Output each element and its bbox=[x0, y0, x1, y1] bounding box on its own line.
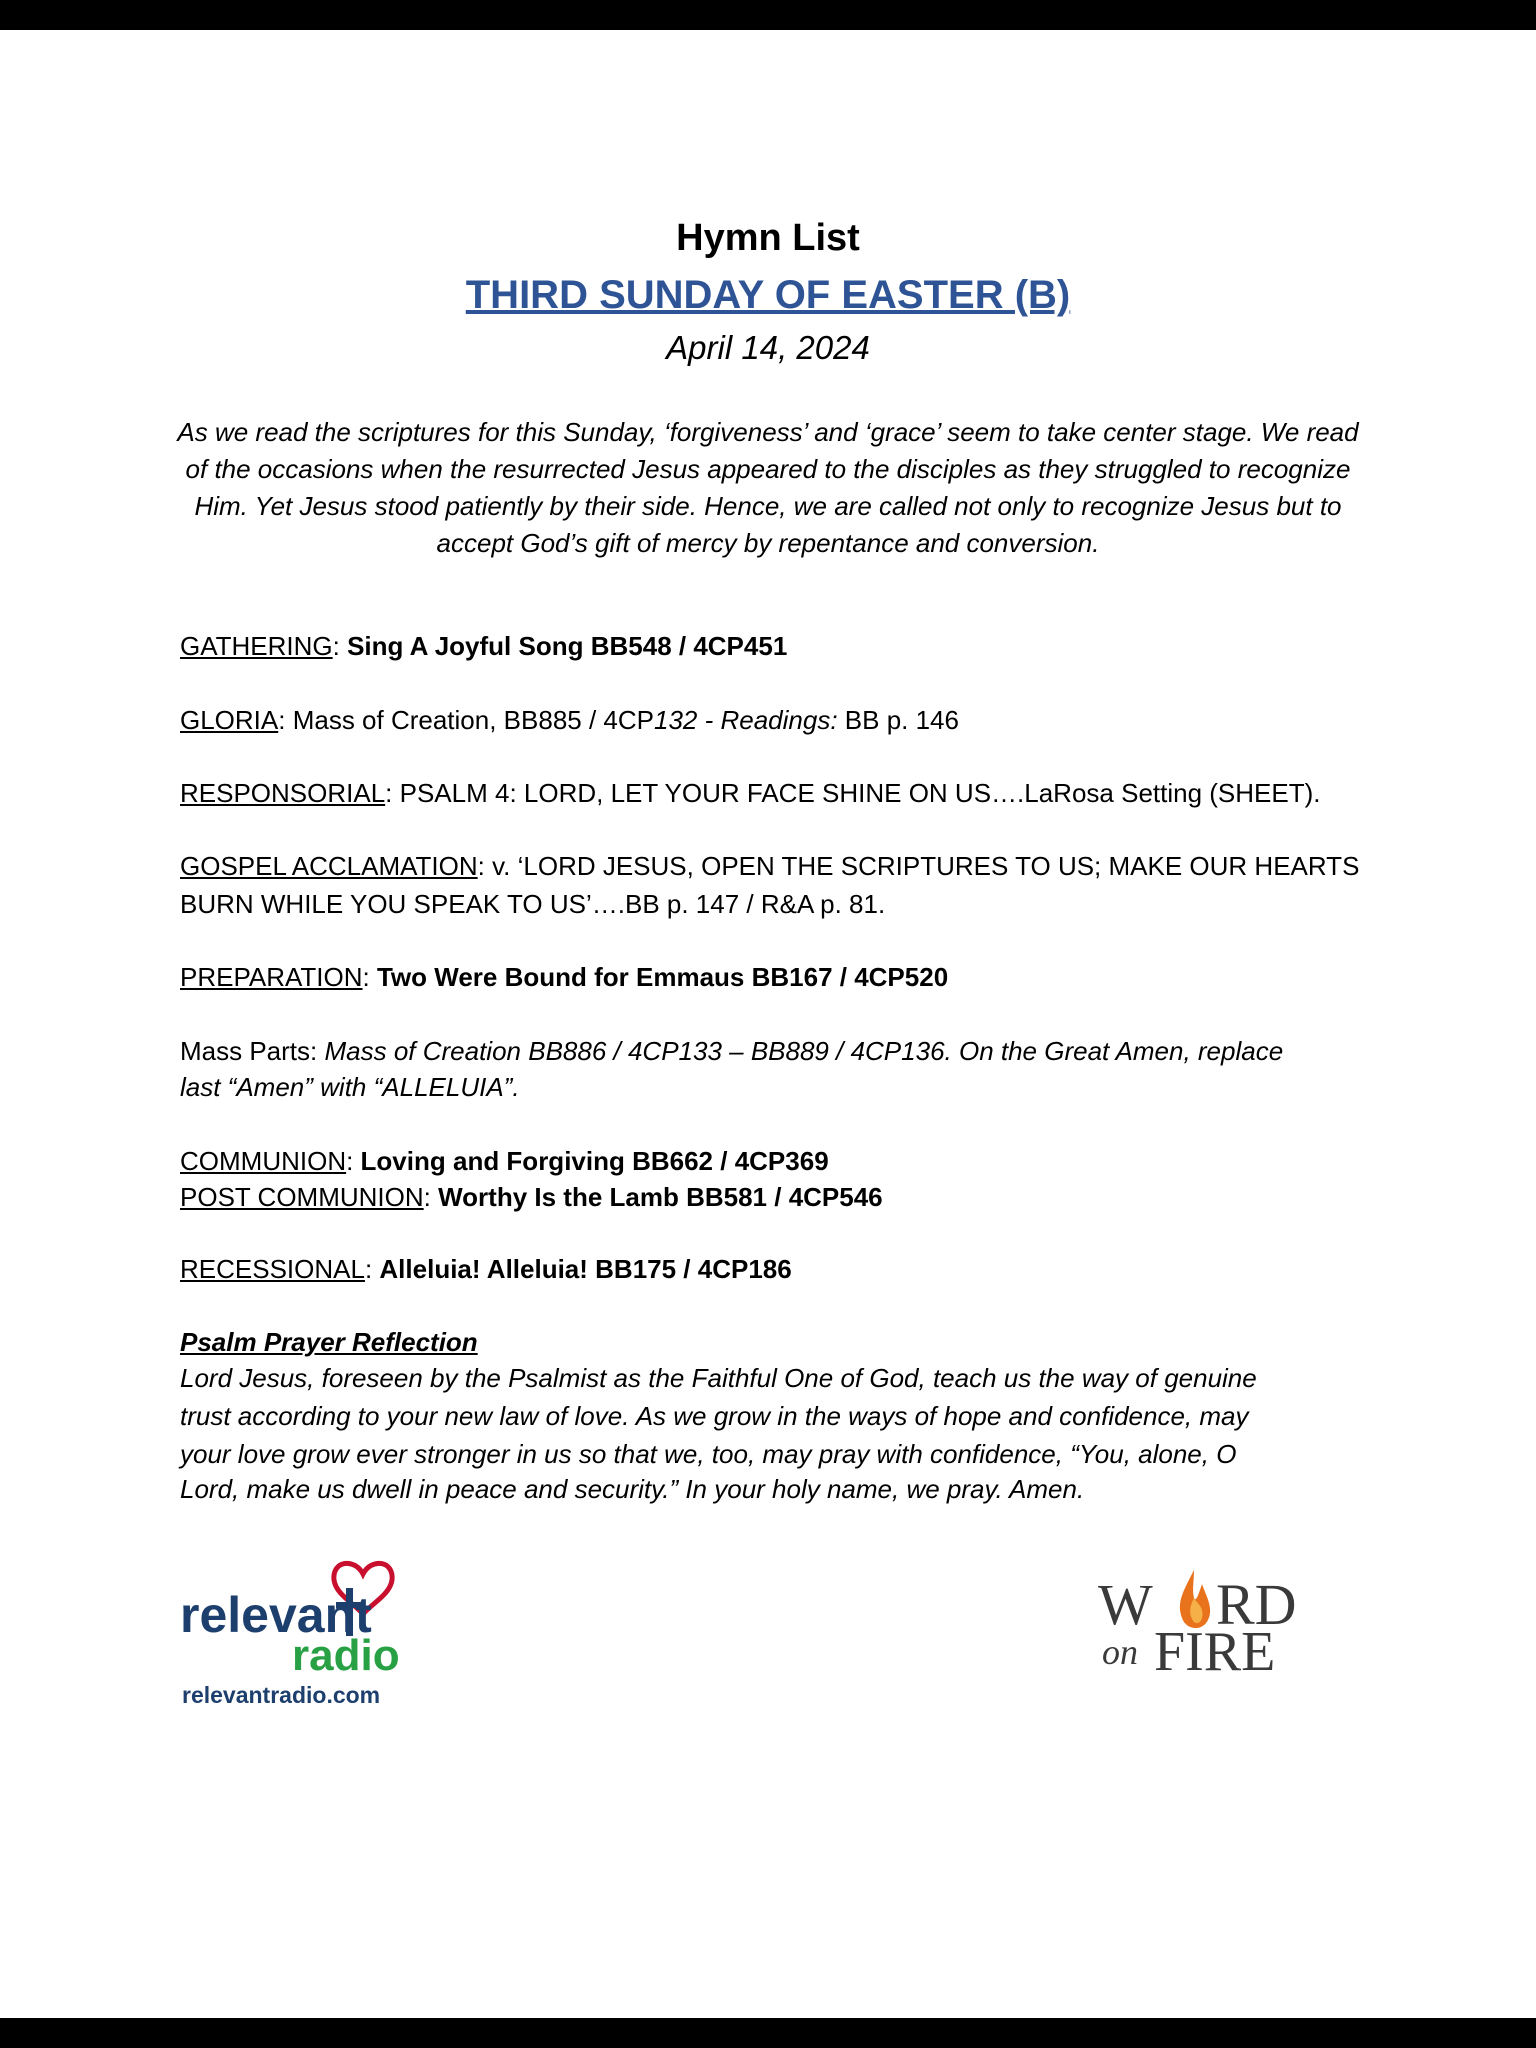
recessional-hymn: Alleluia! Alleluia! BB175 / 4CP186 bbox=[379, 1254, 792, 1284]
responsorial-label: RESPONSORIAL bbox=[180, 778, 386, 808]
wof-w: W bbox=[1098, 1572, 1153, 1637]
reflection-heading: Psalm Prayer Reflection bbox=[180, 1327, 478, 1357]
relevant-radio-logo-graphic bbox=[180, 1550, 440, 1710]
mass-parts-text-1: Mass of Creation BB886 / 4CP133 – BB889 / 4CP136. On the Great Amen, replace bbox=[324, 1036, 1284, 1066]
preparation-hymn: Two Were Bound for Emmaus BB167 / 4CP520 bbox=[376, 962, 949, 992]
gospel-text-1: : v. ‘LORD JESUS, OPEN THE SCRIPTURES TO US; MAKE OUR HEARTS bbox=[477, 851, 1360, 881]
preparation-label: PREPARATION bbox=[180, 962, 363, 992]
responsorial-line bbox=[180, 775, 1360, 812]
post-communion-line bbox=[180, 1179, 1360, 1216]
communion-hymn: Loving and Forgiving BB662 / 4CP369 bbox=[360, 1146, 829, 1176]
page-date: April 14, 2024 bbox=[666, 329, 870, 366]
mass-parts-line-2: last “Amen” with “ALLELUIA”. bbox=[180, 1072, 520, 1102]
page-subtitle: THIRD SUNDAY OF EASTER (B) bbox=[465, 273, 1071, 317]
radio-word: radio bbox=[292, 1631, 400, 1680]
gloria-text1: Mass of Creation, BB885 / 4CP bbox=[292, 705, 654, 735]
responsorial-text: : PSALM 4: LORD, LET YOUR FACE SHINE ON US….LaRosa Setting (SHEET). bbox=[385, 778, 1321, 808]
wof-rd: RD bbox=[1216, 1572, 1297, 1637]
post-communion-label: POST COMMUNION bbox=[180, 1182, 424, 1212]
wof-fire: FIRE bbox=[1154, 1621, 1276, 1683]
recessional-sep: : bbox=[364, 1254, 380, 1284]
gathering-hymn: Sing A Joyful Song BB548 / 4CP451 bbox=[347, 631, 788, 661]
relevant-url: relevantradio.com bbox=[182, 1682, 381, 1708]
wof-on: on bbox=[1102, 1632, 1138, 1672]
post-communion-hymn: Worthy Is the Lamb BB581 / 4CP546 bbox=[438, 1182, 883, 1212]
page-title: Hymn List bbox=[676, 217, 860, 259]
document-page bbox=[0, 30, 1536, 2018]
gospel-line-1 bbox=[180, 848, 1360, 885]
recessional-line bbox=[180, 1251, 1360, 1288]
relevant-word: relevant bbox=[180, 1587, 372, 1643]
reflection-line-2: trust according to your new law of love. As we grow in the ways of hope and confidence, may bbox=[180, 1401, 1249, 1431]
gathering-line bbox=[180, 628, 1360, 665]
reflection-line-3: your love grow ever stronger in us so that we, too, may pray with confidence, “You, alone, O bbox=[180, 1439, 1237, 1469]
preparation-line bbox=[180, 959, 1360, 996]
word-on-fire-logo-graphic bbox=[1098, 1540, 1328, 1690]
bottom-border bbox=[0, 2018, 1536, 2048]
gospel-line-2: BURN WHILE YOU SPEAK TO US’….BB p. 147 / R&A p. 81. bbox=[180, 889, 886, 919]
mass-parts-label: Mass Parts: bbox=[180, 1036, 325, 1066]
communion-line bbox=[180, 1143, 1360, 1180]
reflection-line-1: Lord Jesus, foreseen by the Psalmist as the Faithful One of God, teach us the way of genuine bbox=[180, 1363, 1257, 1393]
gospel-label: GOSPEL ACCLAMATION bbox=[180, 851, 478, 881]
gloria-line bbox=[180, 702, 1360, 739]
communion-sep: : bbox=[346, 1146, 361, 1176]
recessional-label: RECESSIONAL bbox=[180, 1254, 365, 1284]
gloria-text2: 132 - Readings: bbox=[654, 705, 838, 735]
top-border bbox=[0, 0, 1536, 30]
gloria-text3: BB p. 146 bbox=[837, 705, 959, 735]
post-communion-sep: : bbox=[423, 1182, 439, 1212]
preparation-sep: : bbox=[362, 962, 377, 992]
mass-parts-line-1 bbox=[180, 1033, 1360, 1070]
relevant-radio-logo bbox=[180, 1550, 440, 1710]
word-on-fire-logo bbox=[1098, 1540, 1328, 1690]
gloria-label: GLORIA bbox=[180, 705, 279, 735]
communion-label: COMMUNION bbox=[180, 1146, 347, 1176]
gathering-sep: : bbox=[332, 631, 348, 661]
reflection-line-4: Lord, make us dwell in peace and security.” In your holy name, we pray. Amen. bbox=[180, 1474, 1085, 1504]
gloria-sep: : bbox=[278, 705, 293, 735]
gathering-label: GATHERING bbox=[180, 631, 333, 661]
intro-paragraph: As we read the scriptures for this Sunday, ‘forgiveness’ and ‘grace’ seem to take center stage. We read of the occasions when the resurrected Jesus appeared to the disciples as they struggled to recognize Him. Yet Jesus stood patiently by their side. Hence, we are called not only to recognize Jesus but to accept God’s gift of mercy by repentance and conversion. bbox=[177, 417, 1359, 558]
